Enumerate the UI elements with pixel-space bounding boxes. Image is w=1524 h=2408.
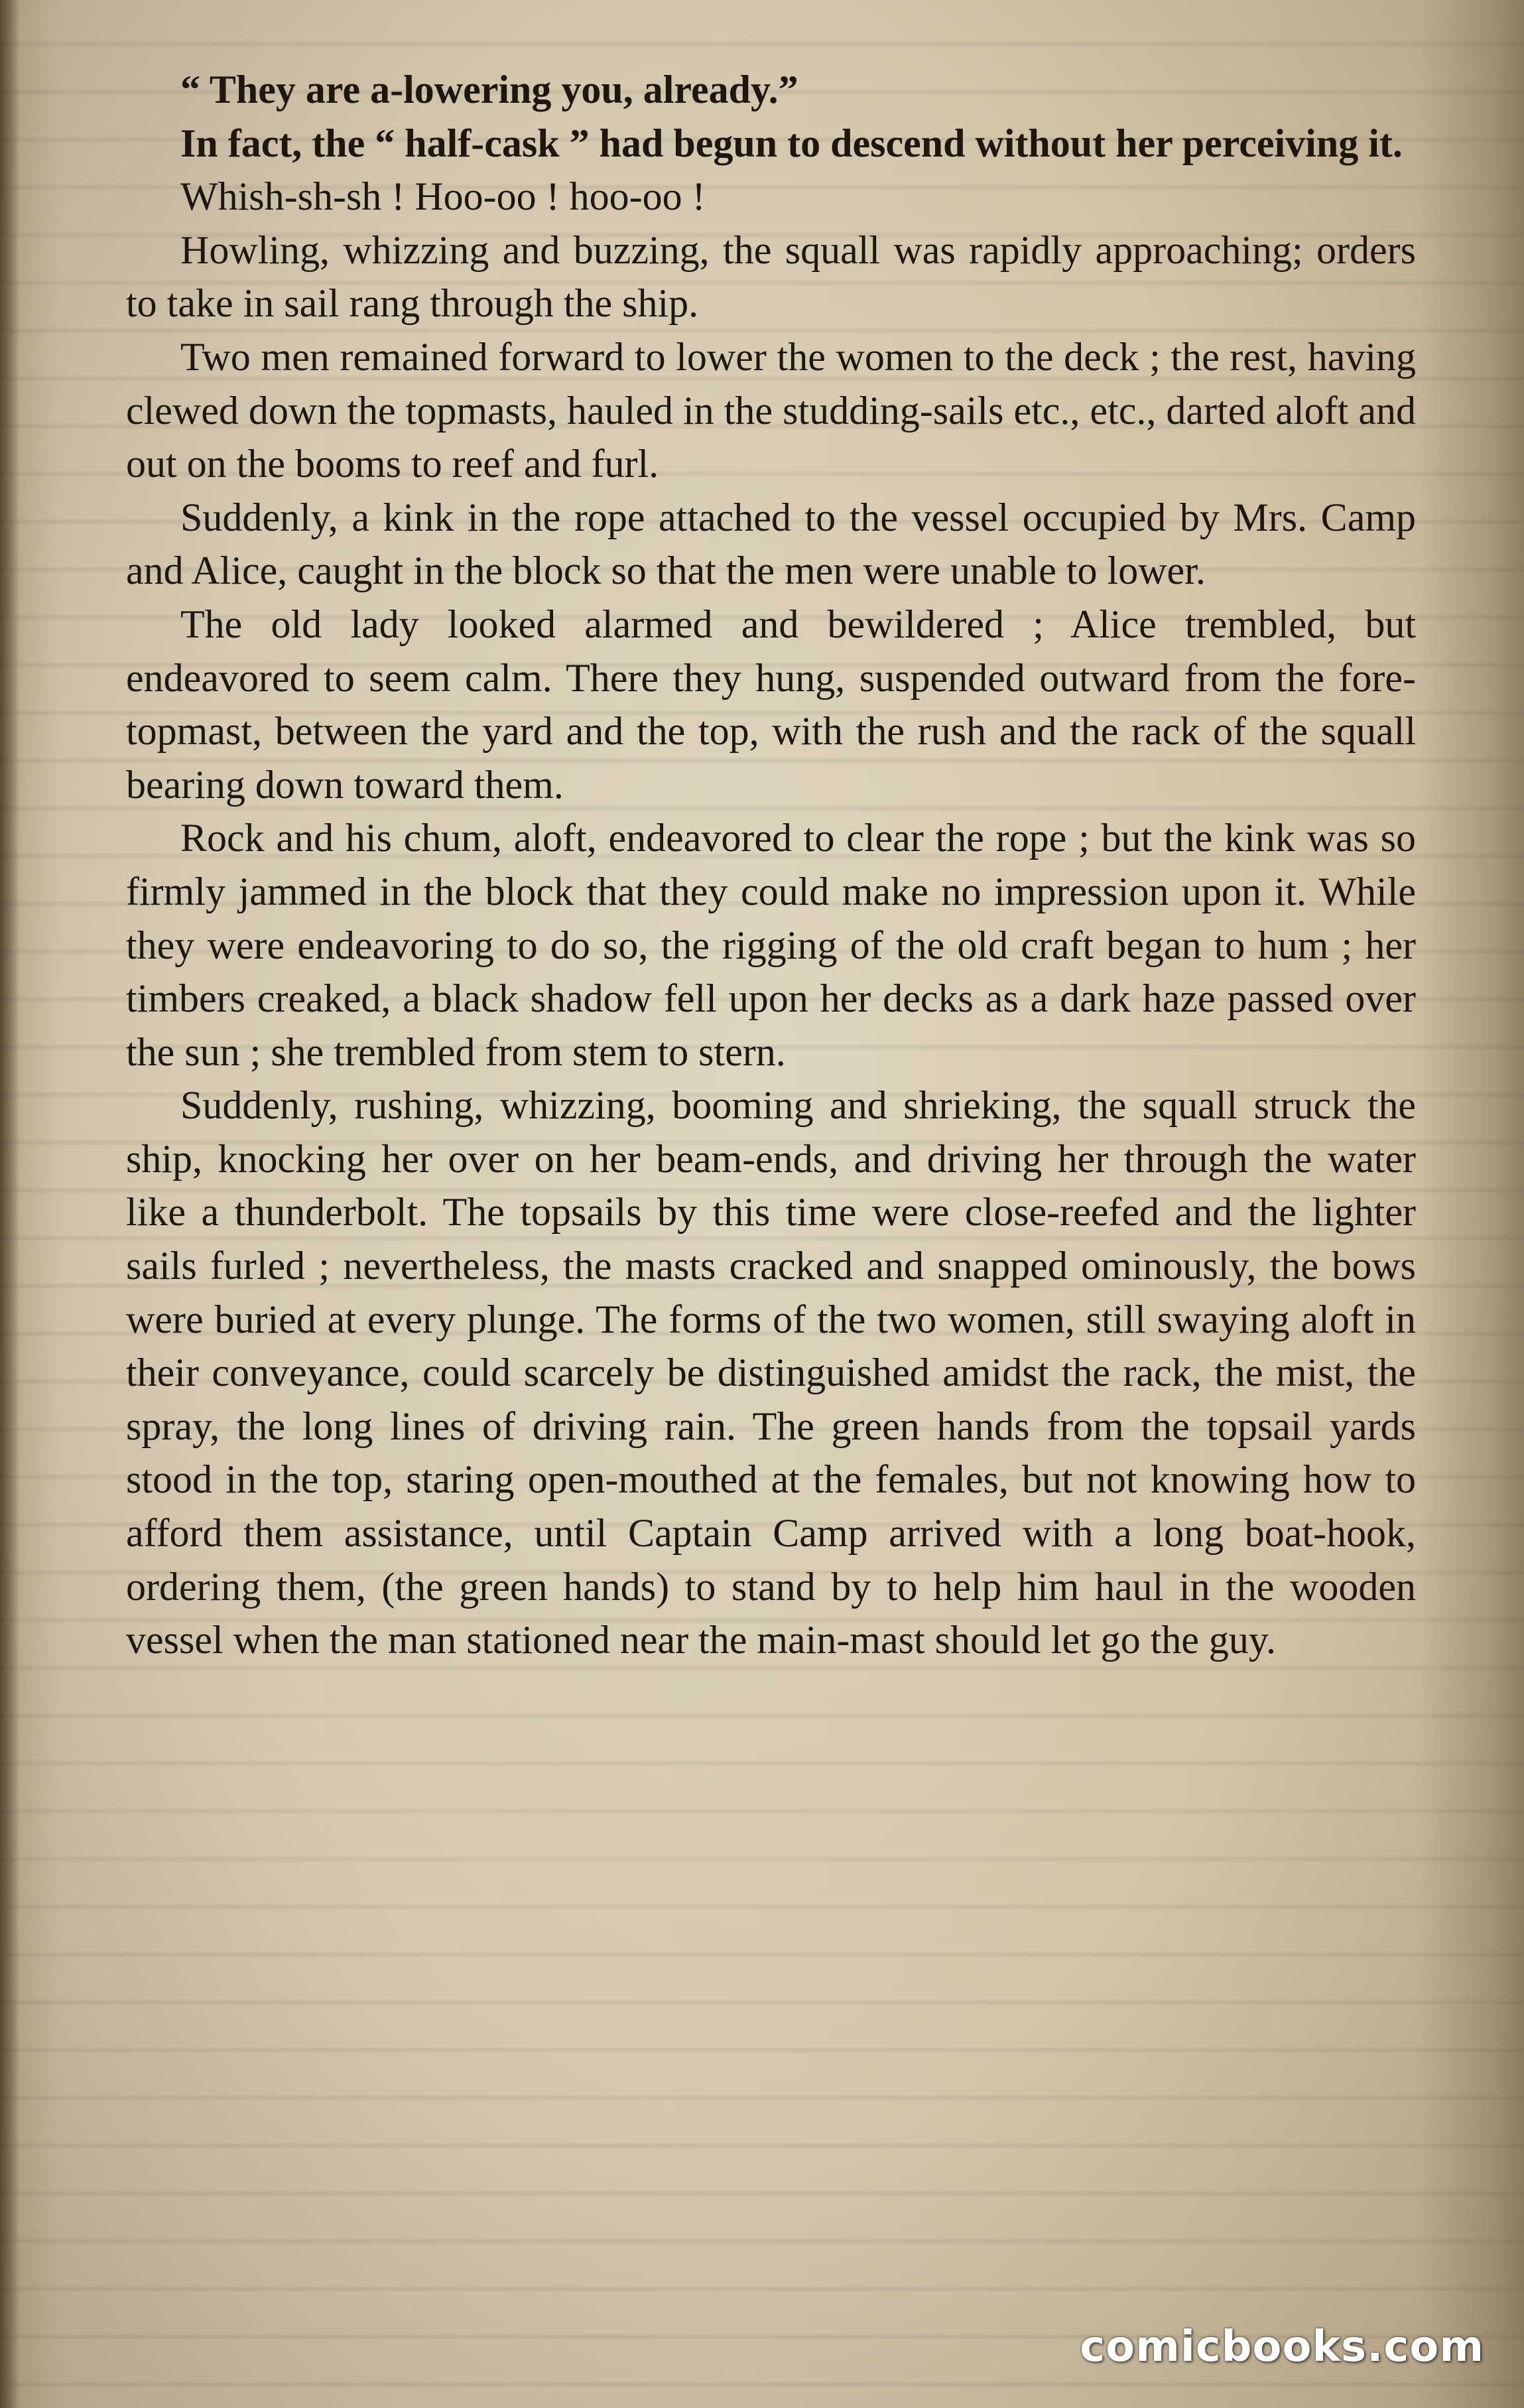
paragraph: In fact, the “ half-cask ” had begun to descend without her perceiving it. (180, 121, 1403, 165)
paragraph: The old lady looked alarmed and bewildered ; Alice trembled, but endeavored to seem calm. There they hung, suspended outward from the fore-topmast, between the yard and the top, with the rush and the rack of the squall bearing down toward them. (126, 602, 1416, 807)
paragraph: “ They are a-lowering you, already.” (180, 68, 798, 111)
paragraph: Rock and his chum, aloft, endeavored to clear the rope ; but the kink was so firmly jammed in the block that they could make no impression upon it. While they were endeavoring to do so, the rigging of the old craft began to hum ; her timbers creaked, a black shadow fell upon her decks as a dark haze passed over the sun ; she trembled from stem to stern. (126, 816, 1416, 1074)
paragraph: Two men remained forward to lower the women to the deck ; the rest, having clewed down the topmasts, hauled in the studding-sails etc., etc., darted aloft and out on the booms to reef and furl. (126, 334, 1416, 486)
paragraph: Whish-sh-sh ! Hoo-oo ! hoo-oo ! (180, 174, 706, 219)
page-edge-shadow (0, 0, 20, 2408)
site-watermark: comicbooks.com (1080, 2322, 1484, 2372)
body-text (126, 63, 1416, 2212)
paragraph: Howling, whizzing and buzzing, the squall was rapidly approaching; orders to take in sail rang through the ship. (126, 228, 1416, 326)
paragraph: Suddenly, a kink in the rope attached to the vessel occupied by Mrs. Camp and Alice, caught in the block so that the men were unable to lower. (126, 495, 1416, 593)
paragraph: Suddenly, rushing, whizzing, booming and shrieking, the squall struck the ship, knocking her over on her beam-ends, and driving her through the water like a thunderbolt. The topsails by this time were close-reefed and the lighter sails furled ; nevertheless, the masts cracked and snapped ominously, the bows were buried at every plunge. The forms of the two women, still swaying aloft in their conveyance, could scarcely be distinguished amidst the rack, the mist, the spray, the long lines of driving rain. The green hands from the topsail yards stood in the top, staring open-mouthed at the females, but not knowing how to afford them assistance, until Captain Camp arrived with a long boat-hook, ordering them, (the green hands) to stand by to help him haul in the wooden vessel when the man stationed near the main-mast should let go the guy. (126, 1083, 1416, 1662)
